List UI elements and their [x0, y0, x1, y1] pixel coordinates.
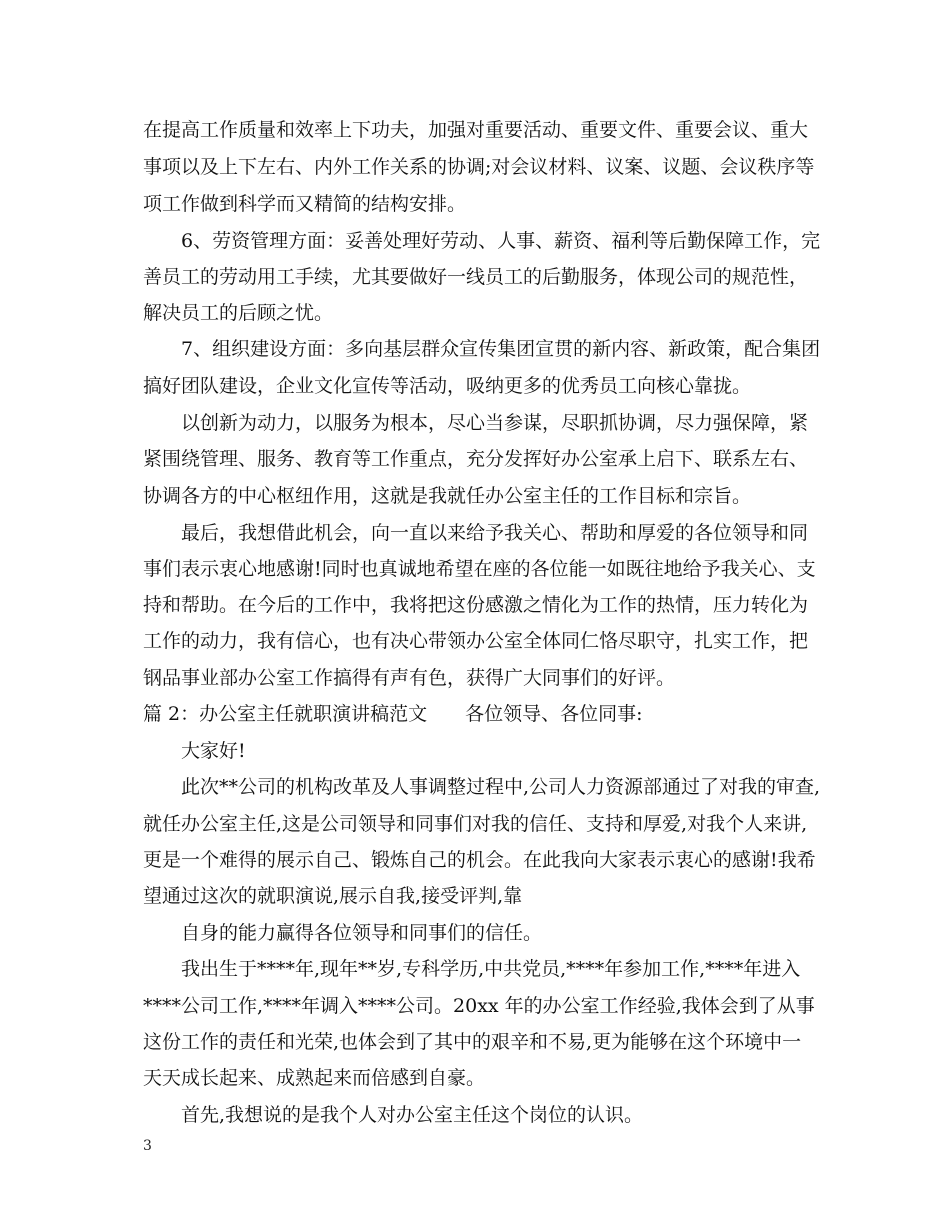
- section-heading: 篇 2：办公室主任就职演讲稿范文 各位领导、各位同事:: [143, 703, 643, 725]
- text-line: 项工作做到科学而又精简的结构安排。: [143, 193, 467, 215]
- text-line: 我出生于****年,现年**岁,专科学历,中共党员,****年参加工作,****年进入: [181, 958, 801, 980]
- text-line: 事们表示衷心地感谢!同时也真诚地希望在座的各位能一如既往地给予我关心、支: [143, 558, 816, 580]
- text-line: 紧围绕管理、服务、教育等工作重点，充分发挥好办公室承上启下、联系左右、: [143, 448, 809, 470]
- text-line: 望通过这次的就职演说,展示自我,接受评判,靠: [143, 885, 523, 907]
- text-line: 解决员工的后顾之忧。: [143, 302, 334, 324]
- text-line: 钢品事业部办公室工作搞得有声有色，获得广大同事们的好评。: [143, 667, 676, 689]
- text-line: 6、劳资管理方面：妥善处理好劳动、人事、薪资、福利等后勤保障工作，完: [181, 230, 821, 252]
- text-line: 这份工作的责任和光荣,也体会到了其中的艰辛和不易,更为能够在这个环境中一: [143, 1031, 802, 1053]
- text-line: 工作的动力，我有信心，也有决心带领办公室全体同仁恪尽职守，扎实工作，把: [143, 630, 809, 652]
- text-line: 以创新为动力，以服务为根本，尽心当参谋，尽职抓协调，尽力强保障，紧: [181, 412, 809, 434]
- text-line: 事项以及上下左右、内外工作关系的协调;对会议材料、议案、议题、会议秩序等: [143, 156, 815, 178]
- text-line: 更是一个难得的展示自己、锻炼自己的机会。在此我向大家表示衷心的感谢!我希: [143, 849, 816, 871]
- text-line: 协调各方的中心枢纽作用，这就是我就任办公室主任的工作目标和宗旨。: [143, 485, 752, 507]
- text-line: 首先,我想说的是我个人对办公室主任这个岗位的认识。: [181, 1104, 644, 1126]
- text-line: 就任办公室主任,这是公司领导和同事们对我的信任、支持和厚爱,对我个人来讲,: [143, 813, 808, 835]
- text-line: 搞好团队建设，企业文化宣传等活动，吸纳更多的优秀员工向核心靠拢。: [143, 375, 752, 397]
- text-line: 持和帮助。在今后的工作中，我将把这份感激之情化为工作的热情，压力转化为: [143, 594, 809, 616]
- text-line: 在提高工作质量和效率上下功夫，加强对重要活动、重要文件、重要会议、重大: [143, 119, 809, 141]
- text-line: ****公司工作,****年调入****公司。20xx 年的办公室工作经验,我体会到了从事: [143, 995, 815, 1017]
- text-line: 此次**公司的机构改革及人事调整过程中,公司人力资源部通过了对我的审查,: [181, 776, 821, 798]
- text-line: 自身的能力赢得各位领导和同事们的信任。: [181, 922, 543, 944]
- text-line: 大家好!: [181, 740, 246, 762]
- page-number: 3: [143, 1138, 152, 1154]
- text-line: 天天成长起来、成熟起来而倍感到自豪。: [143, 1067, 486, 1089]
- text-line: 最后，我想借此机会，向一直以来给予我关心、帮助和厚爱的各位领导和同: [181, 522, 809, 544]
- text-line: 7、组织建设方面：多向基层群众宣传集团宣贯的新内容、新政策，配合集团: [181, 338, 821, 360]
- text-line: 善员工的劳动用工手续，尤其要做好一线员工的后勤服务，体现公司的规范性，: [143, 266, 809, 288]
